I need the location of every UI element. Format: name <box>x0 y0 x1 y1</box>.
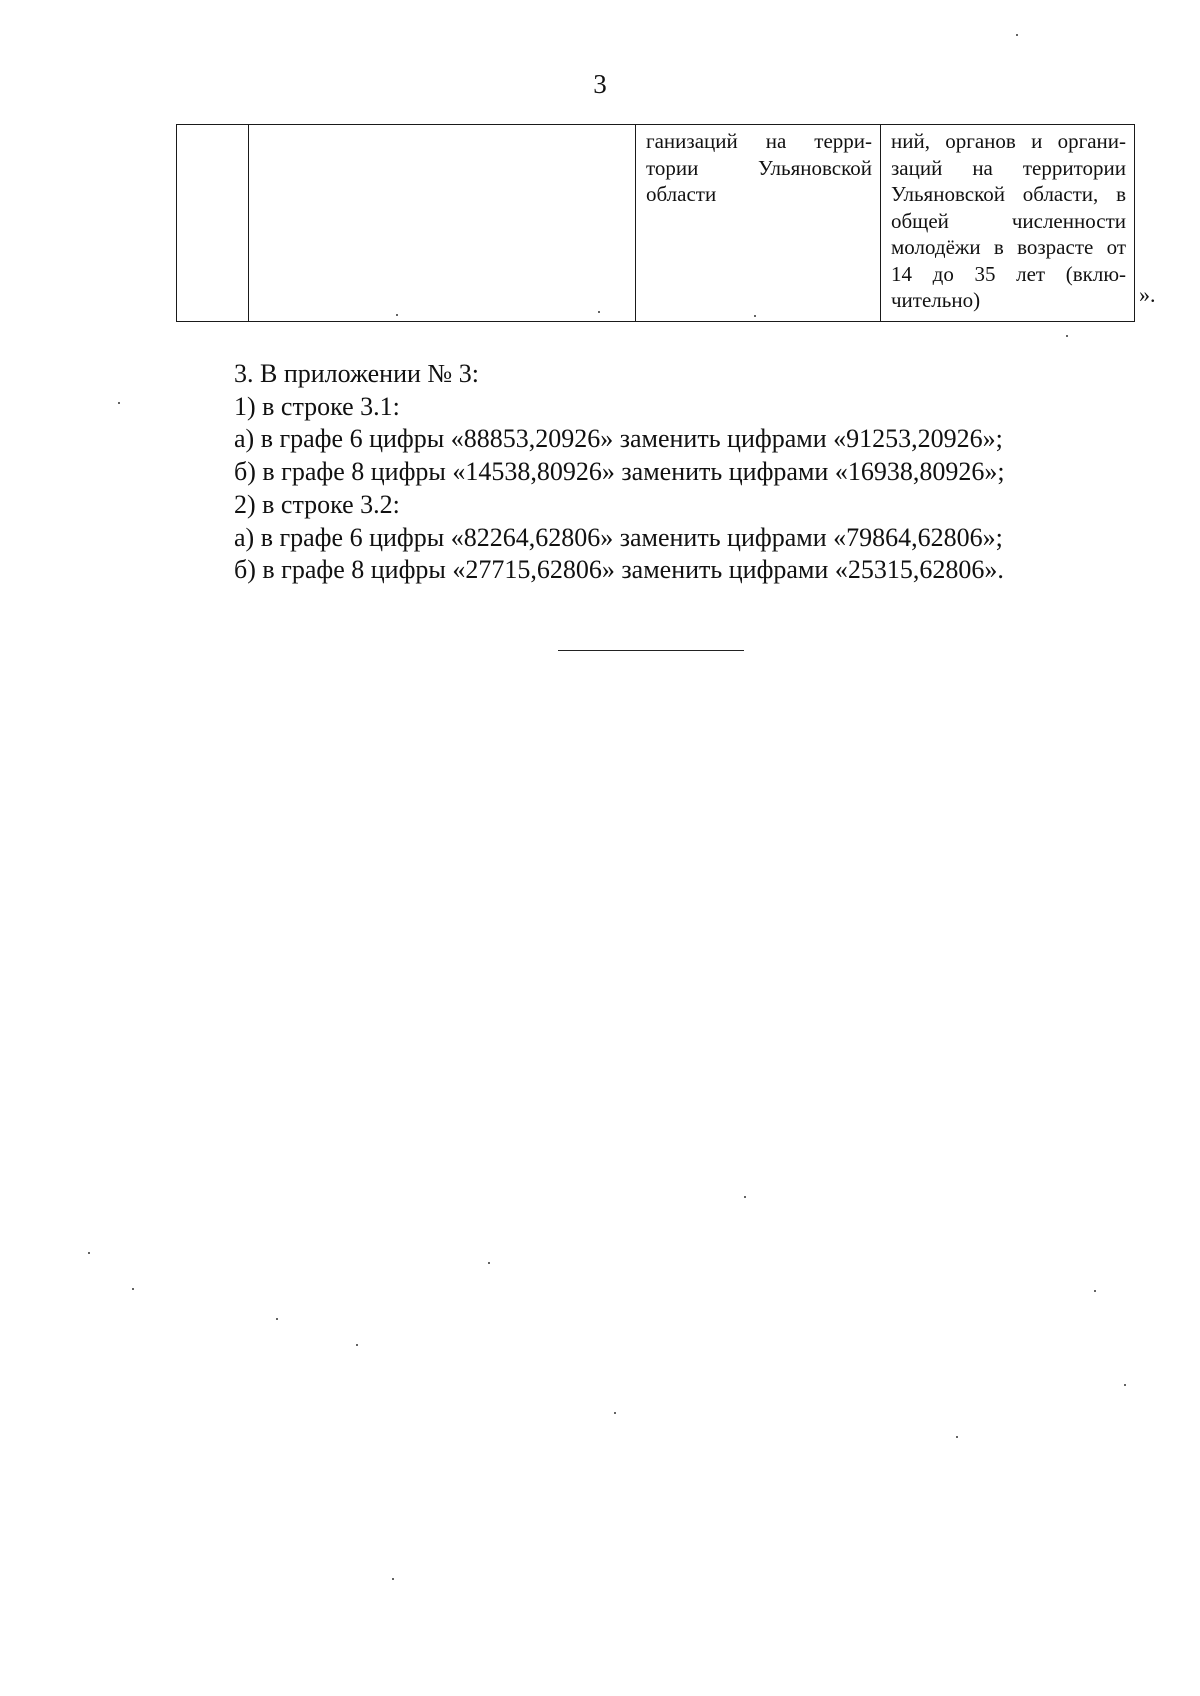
scan-speck <box>614 1412 616 1414</box>
page-number: 3 <box>593 69 607 99</box>
scan-speck <box>754 315 756 317</box>
amendment-line: 1) в строке 3.1: <box>234 391 400 421</box>
table-cell-col2 <box>249 125 636 322</box>
scan-speck <box>1066 335 1068 337</box>
scan-speck <box>392 1578 394 1580</box>
scan-speck <box>118 402 120 404</box>
scan-speck <box>488 1262 490 1264</box>
scan-speck <box>1124 1384 1126 1386</box>
scan-speck <box>1094 1290 1096 1292</box>
table-cell-col4 <box>881 125 1135 322</box>
table-cell-col3 <box>636 125 881 322</box>
table-cell-col4-text: ний, органов и органи-заций на территории Ульяновской области, в общей численности молодёжи в возрасте от 14 до 35 лет (вклю-чительно) <box>891 129 1126 312</box>
amendment-line: б) в графе 8 цифры «27715,62806» заменить цифрами «25315,62806». <box>234 555 1004 585</box>
scan-speck <box>1016 34 1018 36</box>
scan-speck <box>598 311 600 313</box>
scan-speck <box>88 1252 90 1254</box>
amendment-text <box>234 358 1114 587</box>
table-cell-col1 <box>177 125 249 322</box>
table-row <box>177 125 1135 322</box>
amendment-line: 2) в строке 3.2: <box>234 489 400 519</box>
amendment-line: 3. В приложении № 3: <box>234 359 479 388</box>
scan-speck <box>356 1344 358 1346</box>
amendment-line: б) в графе 8 цифры «14538,80926» заменить цифрами «16938,80926»; <box>234 457 1005 487</box>
scan-speck <box>276 1318 278 1320</box>
closing-quote-mark: ». <box>1139 282 1156 307</box>
amendment-line: а) в графе 6 цифры «88853,20926» заменить цифрами «91253,20926»; <box>234 424 1003 454</box>
end-divider <box>558 650 744 651</box>
scan-speck <box>956 1436 958 1438</box>
continuation-table <box>176 124 1135 322</box>
scan-speck <box>396 314 398 316</box>
amendment-line: а) в графе 6 цифры «82264,62806» заменить цифрами «79864,62806»; <box>234 522 1003 552</box>
table-cell-col3-text: ганизаций на терри-тории Ульяновской области <box>646 129 872 206</box>
scan-speck <box>132 1288 134 1290</box>
scan-speck <box>744 1196 746 1198</box>
